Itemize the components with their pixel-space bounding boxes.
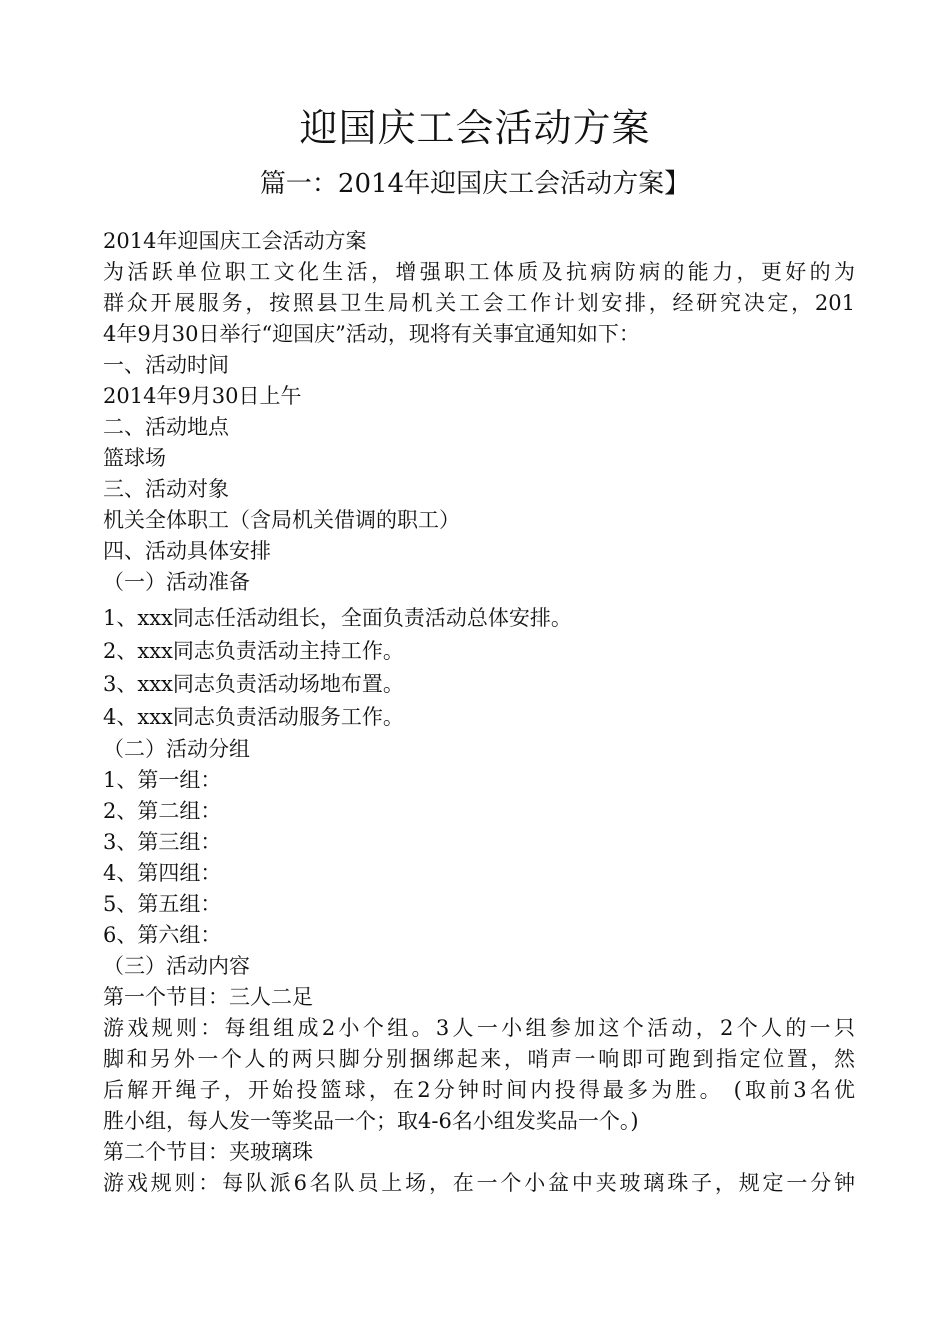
section-heading: 二、活动地点 <box>103 415 229 439</box>
list-item: 1、第一组： <box>103 768 222 792</box>
body-text: 第二个节目：夹玻璃珠 <box>103 1140 313 1164</box>
paragraph-line: 游戏规则：每组组成2小个组。3人一小组参加这个活动，2个人的一只 <box>103 1016 855 1040</box>
body-text: 2014年9月30日上午 <box>103 384 302 408</box>
list-item: 4、第四组： <box>103 861 222 885</box>
document-body <box>103 226 855 1199</box>
body-text: 篮球场 <box>103 446 166 470</box>
subsection-heading: （二）活动分组 <box>103 737 250 761</box>
list-item: 2、xxx同志负责活动主持工作。 <box>103 639 404 663</box>
paragraph-line: 脚和另外一个人的两只脚分别捆绑起来，哨声一响即可跑到指定位置，然 <box>103 1047 855 1071</box>
list-item: 6、第六组： <box>103 923 222 947</box>
section-heading: 2014年迎国庆工会活动方案 <box>103 229 367 253</box>
section-heading: 四、活动具体安排 <box>103 539 271 563</box>
paragraph-line: 为活跃单位职工文化生活，增强职工体质及抗病防病的能力，更好的为 <box>103 260 855 284</box>
list-item: 3、第三组： <box>103 830 222 854</box>
paragraph-line: 群众开展服务，按照县卫生局机关工会工作计划安排，经研究决定，201 <box>103 291 855 315</box>
paragraph-line: 游戏规则：每队派6名队员上场，在一个小盆中夹玻璃珠子，规定一分钟 <box>103 1171 855 1195</box>
subsection-heading: （一）活动准备 <box>103 570 250 594</box>
section-heading: 一、活动时间 <box>103 353 229 377</box>
document-subtitle: 篇一：2014年迎国庆工会活动方案】 <box>259 169 691 199</box>
subsection-heading: （三）活动内容 <box>103 954 250 978</box>
list-item: 3、xxx同志负责活动场地布置。 <box>103 672 404 696</box>
paragraph-line: 后解开绳子，开始投篮球，在2分钟时间内投得最多为胜。 (取前3名优 <box>103 1078 855 1102</box>
paragraph-line: 4年9月30日举行“迎国庆”活动，现将有关事宜通知如下： <box>103 322 640 346</box>
paragraph-line: 胜小组，每人发一等奖品一个；取4-6名小组发奖品一个。) <box>103 1109 639 1133</box>
list-item: 4、xxx同志负责活动服务工作。 <box>103 705 404 729</box>
section-heading: 三、活动对象 <box>103 477 229 501</box>
list-item: 1、xxx同志任活动组长，全面负责活动总体安排。 <box>103 606 572 630</box>
document-title: 迎国庆工会活动方案 <box>299 106 651 150</box>
body-text: 机关全体职工（含局机关借调的职工） <box>103 508 460 532</box>
body-text: 第一个节目：三人二足 <box>103 985 313 1009</box>
list-item: 5、第五组： <box>103 892 222 916</box>
list-item: 2、第二组： <box>103 799 222 823</box>
